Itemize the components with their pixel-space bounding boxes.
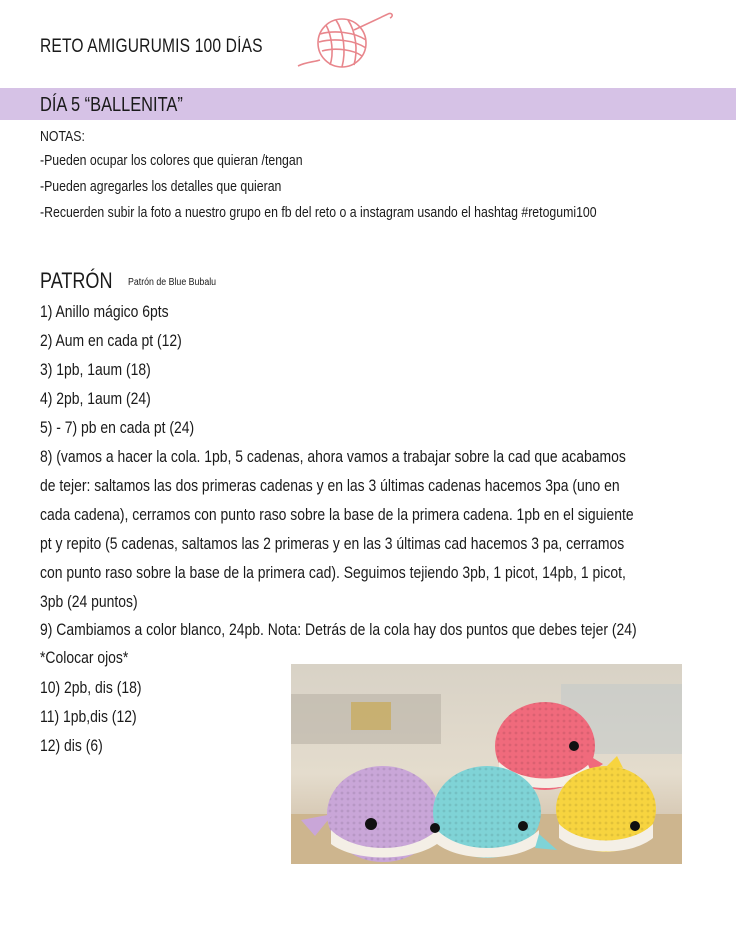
pattern-step: 11) 1pb,dis (12)	[40, 707, 137, 726]
pattern-step: 2) Aum en cada pt (12)	[40, 331, 182, 350]
pattern-step: cada cadena), cerramos con punto raso sobre la base de la primera cadena. 1pb en el siguiente	[40, 505, 634, 524]
page-title: RETO AMIGURUMIS 100 DÍAS	[40, 36, 263, 57]
pattern-step: 3) 1pb, 1aum (18)	[40, 360, 151, 379]
yarn-ball-crochet-hook-icon	[296, 10, 396, 72]
pattern-title: PATRÓN	[40, 268, 113, 293]
note-line: -Pueden ocupar los colores que quieran /tengan	[40, 152, 303, 169]
pattern-step: 9) Cambiamos a color blanco, 24pb. Nota: Detrás de la cola hay dos puntos que debes tejer (24)	[40, 620, 637, 639]
pattern-step: *Colocar ojos*	[40, 648, 129, 667]
pattern-step: pt y repito (5 cadenas, saltamos las 2 primeras y en las 3 últimas cad hacemos 3 pa, cerramos	[40, 534, 625, 553]
pattern-step: 12) dis (6)	[40, 736, 103, 755]
pattern-step: de tejer: saltamos las dos primeras cadenas y en las 3 últimas cadenas hacemos 3pa (uno en	[40, 476, 620, 495]
notes-label: NOTAS:	[40, 128, 85, 145]
pattern-credit: Patrón de Blue Bubalu	[128, 277, 217, 288]
pattern-step: 4) 2pb, 1aum (24)	[40, 389, 151, 408]
pattern-step: 8) (vamos a hacer la cola. 1pb, 5 cadenas, ahora vamos a trabajar sobre la cad que acabamos	[40, 447, 626, 466]
pattern-step: 5) - 7) pb en cada pt (24)	[40, 418, 195, 437]
day-title: DÍA 5 “BALLENITA”	[40, 94, 183, 116]
pattern-step: 3pb (24 puntos)	[40, 592, 138, 611]
note-line: -Pueden agregarles los detalles que quieran	[40, 178, 282, 195]
pattern-step: 10) 2pb, dis (18)	[40, 678, 142, 697]
pattern-step: 1) Anillo mágico 6pts	[40, 302, 169, 321]
pattern-step: con punto raso sobre la base de la primera cad). Seguimos tejiendo 3pb, 1 picot, 14pb, 1 picot,	[40, 563, 626, 582]
amigurumi-whales-photo	[291, 664, 682, 864]
note-line: -Recuerden subir la foto a nuestro grupo en fb del reto o a instagram usando el hashtag #retogumi100	[40, 204, 597, 221]
